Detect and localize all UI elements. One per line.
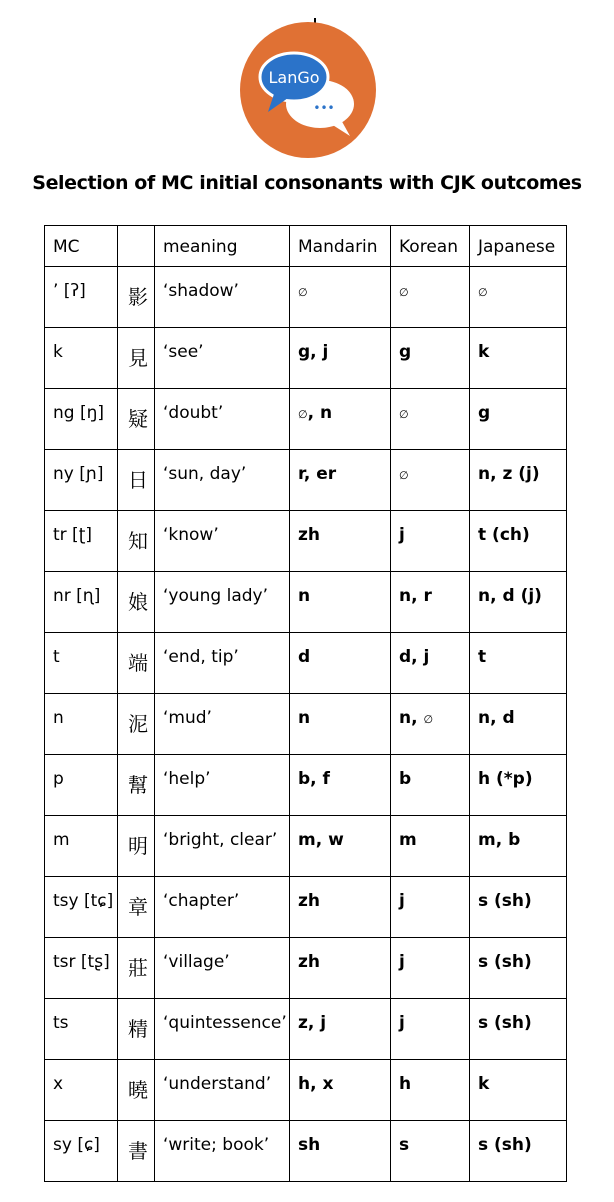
cell-character: 幫 (118, 755, 155, 816)
cell-character: 娘 (118, 572, 155, 633)
cell-korean: ∅ (391, 389, 470, 450)
cell-character: 見 (118, 328, 155, 389)
cell-character: 泥 (118, 694, 155, 755)
cell-korean: ∅ (391, 267, 470, 328)
page-title: Selection of MC initial consonants with CJK outcomes (32, 172, 582, 194)
cell-mandarin: zh (290, 511, 391, 572)
cell-japanese: n, d (j) (470, 572, 567, 633)
cell-japanese: g (470, 389, 567, 450)
cell-mandarin: ∅, n (290, 389, 391, 450)
cell-japanese: s (sh) (470, 877, 567, 938)
cell-mc: p (45, 755, 118, 816)
table-row (45, 999, 567, 1060)
cell-mc: ’ [ʔ] (45, 267, 118, 328)
cell-mandarin: g, j (290, 328, 391, 389)
table-row (45, 389, 567, 450)
cell-meaning: ‘end, tip’ (155, 633, 290, 694)
cell-korean: j (391, 938, 470, 999)
cell-meaning: ‘doubt’ (155, 389, 290, 450)
cell-japanese: t (ch) (470, 511, 567, 572)
table-header-row (45, 226, 567, 267)
table-row (45, 1121, 567, 1182)
cell-mandarin: z, j (290, 999, 391, 1060)
table-row (45, 267, 567, 328)
cell-character: 莊 (118, 938, 155, 999)
cell-meaning: ‘quintessence’ (155, 999, 290, 1060)
cell-mandarin: zh (290, 877, 391, 938)
cell-character: 章 (118, 877, 155, 938)
cell-character: 影 (118, 267, 155, 328)
cell-mc: n (45, 694, 118, 755)
header-japanese: Japanese (470, 226, 567, 267)
cell-mandarin: h, x (290, 1060, 391, 1121)
cell-character: 疑 (118, 389, 155, 450)
cell-mc: x (45, 1060, 118, 1121)
cell-japanese: ∅ (470, 267, 567, 328)
cell-mandarin: zh (290, 938, 391, 999)
cell-korean: b (391, 755, 470, 816)
header-meaning: meaning (155, 226, 290, 267)
cell-mc: tsy [tɕ] (45, 877, 118, 938)
cell-meaning: ‘young lady’ (155, 572, 290, 633)
table-row (45, 877, 567, 938)
cell-character: 端 (118, 633, 155, 694)
cell-korean: s (391, 1121, 470, 1182)
cell-character: 書 (118, 1121, 155, 1182)
cell-korean: n, r (391, 572, 470, 633)
cell-mandarin: n (290, 572, 391, 633)
cell-character: 精 (118, 999, 155, 1060)
table-row (45, 694, 567, 755)
lango-logo (240, 22, 376, 158)
cell-mc: tr [ʈ] (45, 511, 118, 572)
cell-korean: d, j (391, 633, 470, 694)
table-row (45, 816, 567, 877)
cell-japanese: n, z (j) (470, 450, 567, 511)
cell-korean: g (391, 328, 470, 389)
cell-korean: m (391, 816, 470, 877)
header-mandarin: Mandarin (290, 226, 391, 267)
cell-mc: tsr [tʂ] (45, 938, 118, 999)
cell-meaning: ‘write; book’ (155, 1121, 290, 1182)
table-row (45, 755, 567, 816)
cell-meaning: ‘sun, day’ (155, 450, 290, 511)
cell-meaning: ‘village’ (155, 938, 290, 999)
cell-japanese: t (470, 633, 567, 694)
table-row (45, 1060, 567, 1121)
cell-meaning: ‘mud’ (155, 694, 290, 755)
logo-dots: ••• (313, 101, 335, 115)
cell-mc: sy [ɕ] (45, 1121, 118, 1182)
cell-meaning: ‘know’ (155, 511, 290, 572)
cell-meaning: ‘bright, clear’ (155, 816, 290, 877)
cell-japanese: k (470, 1060, 567, 1121)
cell-character: 知 (118, 511, 155, 572)
cell-meaning: ‘see’ (155, 328, 290, 389)
cell-mandarin: sh (290, 1121, 391, 1182)
cell-mc: nr [ɳ] (45, 572, 118, 633)
logo-text: LanGo (268, 68, 320, 87)
cell-mc: t (45, 633, 118, 694)
cell-meaning: ‘help’ (155, 755, 290, 816)
cell-meaning: ‘chapter’ (155, 877, 290, 938)
cell-mc: k (45, 328, 118, 389)
table-row (45, 511, 567, 572)
table-row (45, 633, 567, 694)
cell-korean: ∅ (391, 450, 470, 511)
cell-japanese: h (*p) (470, 755, 567, 816)
cell-meaning: ‘understand’ (155, 1060, 290, 1121)
cell-japanese: m, b (470, 816, 567, 877)
cell-character: 明 (118, 816, 155, 877)
cell-mc: m (45, 816, 118, 877)
table-row (45, 450, 567, 511)
cell-japanese: k (470, 328, 567, 389)
cell-japanese: s (sh) (470, 938, 567, 999)
cell-mandarin: b, f (290, 755, 391, 816)
cell-mc: ng [ŋ] (45, 389, 118, 450)
cell-korean: n, ∅ (391, 694, 470, 755)
cell-korean: h (391, 1060, 470, 1121)
cell-character: 曉 (118, 1060, 155, 1121)
table-row (45, 938, 567, 999)
cell-character: 日 (118, 450, 155, 511)
cell-japanese: s (sh) (470, 999, 567, 1060)
cell-mandarin: ∅ (290, 267, 391, 328)
cell-korean: j (391, 877, 470, 938)
header-mc: MC (45, 226, 118, 267)
cell-korean: j (391, 511, 470, 572)
table-row (45, 328, 567, 389)
cell-meaning: ‘shadow’ (155, 267, 290, 328)
table-row (45, 572, 567, 633)
cell-japanese: n, d (470, 694, 567, 755)
cell-mandarin: d (290, 633, 391, 694)
cell-mandarin: m, w (290, 816, 391, 877)
cell-mc: ts (45, 999, 118, 1060)
cell-mandarin: r, er (290, 450, 391, 511)
header-char (118, 226, 155, 267)
cell-korean: j (391, 999, 470, 1060)
header-korean: Korean (391, 226, 470, 267)
cell-mandarin: n (290, 694, 391, 755)
cell-mc: ny [ɲ] (45, 450, 118, 511)
consonant-table (44, 225, 567, 1182)
cell-japanese: s (sh) (470, 1121, 567, 1182)
